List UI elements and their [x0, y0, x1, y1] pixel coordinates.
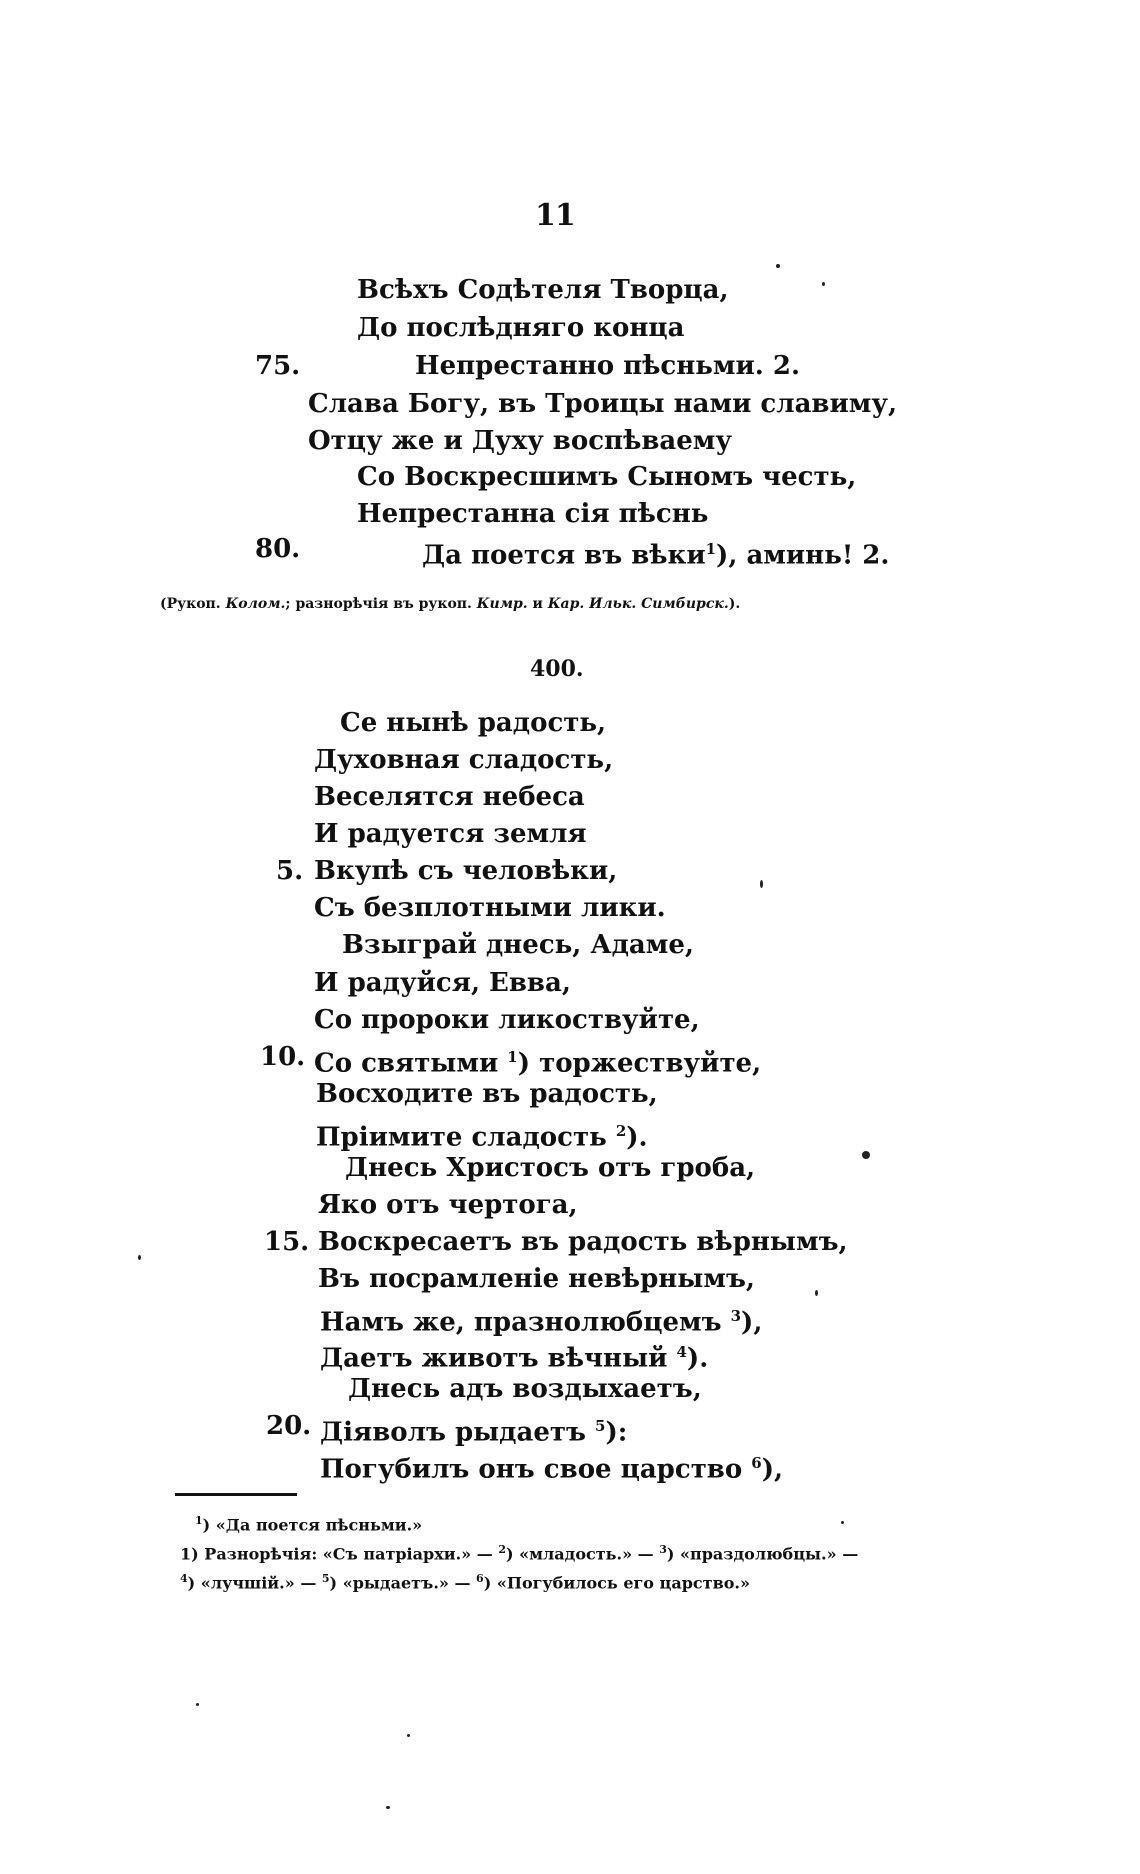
- section-number: 400.: [530, 656, 584, 682]
- verse-text: Да поется въ вѣки: [422, 540, 706, 571]
- line-number: 15.: [264, 1227, 310, 1257]
- verse-line: Отцу же и Духу воспѣваему: [308, 426, 733, 456]
- line-number: 80.: [255, 534, 301, 564]
- verse-tail: ).: [626, 1122, 648, 1153]
- footnote-ref: 3: [730, 1307, 742, 1325]
- footnote-text: ) «младость.» —: [505, 1544, 660, 1564]
- scan-speck: [760, 880, 763, 888]
- source-text: и: [527, 596, 548, 612]
- source-text: Кимр.: [476, 596, 528, 612]
- verse-line: Яко отъ чертога,: [318, 1190, 578, 1220]
- source-text: Кар.: [547, 596, 585, 612]
- scan-speck: [386, 1806, 390, 1809]
- line-number: 5.: [276, 856, 304, 886]
- verse-line: [316, 1116, 648, 1153]
- verse-line: Слава Богу, въ Троицы нами славиму,: [308, 389, 898, 419]
- footnote-ref: 6: [751, 1454, 762, 1472]
- footnote-text: ) «рыдаетъ.» —: [329, 1573, 477, 1593]
- verse-tail: ) торжествуйте,: [517, 1048, 762, 1079]
- scan-speck: [862, 1151, 870, 1159]
- footnote: [180, 1543, 858, 1563]
- verse-line: Непрестанно пѣсньми. 2.: [415, 351, 801, 381]
- footnote-text: ) «праздолюбцы.» —: [666, 1544, 859, 1564]
- verse-text: Погубилъ онъ свое царство: [320, 1454, 743, 1485]
- verse-line: Взыграй днесь, Адаме,: [342, 930, 694, 960]
- footnote-mark: 6: [476, 1572, 484, 1585]
- verse-tail: ):: [605, 1417, 628, 1448]
- verse-text: Діяволъ рыдаетъ: [320, 1417, 586, 1448]
- verse-tail: ),: [741, 1307, 763, 1338]
- line-number: 75.: [255, 351, 301, 381]
- source-text: ; разнорѣчія въ рукоп.: [285, 596, 477, 612]
- scan-speck: [196, 1703, 199, 1706]
- verse-line: [314, 1042, 761, 1079]
- verse-line: Всѣхъ Содѣтеля Творца,: [357, 275, 729, 305]
- verse-line: И радуйся, Евва,: [314, 968, 571, 998]
- source-text: Колом.: [225, 596, 286, 612]
- verse-line: Воскресаетъ въ радость вѣрнымъ,: [318, 1227, 848, 1257]
- verse-line: Восходите въ радость,: [316, 1079, 658, 1109]
- footnote-mark: 1: [195, 1514, 203, 1527]
- scan-speck: [822, 282, 825, 286]
- verse-line: Веселятся небеса: [314, 782, 585, 812]
- line-number: 10.: [260, 1042, 306, 1072]
- verse-line: [320, 1411, 627, 1448]
- source-text: (Рукоп.: [160, 596, 226, 612]
- footnote-mark: 5: [321, 1572, 330, 1585]
- scan-speck: [841, 1521, 844, 1524]
- footnote-mark: 1: [180, 1544, 192, 1564]
- footnote-mark: 4: [180, 1572, 188, 1585]
- footnote-mark: 2: [498, 1543, 506, 1556]
- footnote-text: ) «Да поется пѣсньми.»: [202, 1515, 423, 1535]
- verse-line: Днесь Христосъ отъ гроба,: [345, 1153, 756, 1183]
- verse-line: Вкупѣ съ человѣки,: [314, 856, 618, 886]
- verse-line: Днесь адъ воздыхаетъ,: [348, 1374, 702, 1404]
- scan-speck: [407, 1734, 410, 1737]
- verse-tail: ), аминь! 2.: [716, 540, 890, 571]
- verse-line: [320, 1301, 762, 1338]
- scan-speck: [138, 1255, 141, 1260]
- verse-line: Въ посрамленіе невѣрнымъ,: [318, 1264, 755, 1294]
- line-number: 20.: [266, 1411, 312, 1441]
- verse-line: Съ безплотными лики.: [314, 893, 666, 923]
- verse-line: [320, 1448, 783, 1485]
- verse-text: Со святыми: [314, 1048, 499, 1079]
- footnote-ref: 5: [595, 1417, 606, 1435]
- source-text: ).: [728, 596, 741, 612]
- footnote-separator: [175, 1493, 297, 1496]
- footnote-ref: 1: [507, 1048, 518, 1066]
- footnote-text: ) «Погубилось его царство.»: [483, 1573, 750, 1593]
- verse-line: [422, 534, 889, 571]
- verse-text: Прiимите сладость: [316, 1122, 607, 1153]
- scan-speck: [815, 1290, 818, 1296]
- verse-tail: ),: [761, 1454, 784, 1485]
- footnote-text: ) «лучшій.» —: [187, 1573, 322, 1593]
- footnote: [195, 1514, 422, 1534]
- verse-line: Се нынѣ радость,: [340, 708, 607, 738]
- source-text: Симбирск.: [641, 596, 729, 612]
- footnote-ref: 4: [676, 1343, 687, 1361]
- footnote-ref: 1: [705, 540, 717, 558]
- source-note: [160, 596, 740, 612]
- scan-speck: [776, 264, 780, 268]
- footnote: [180, 1572, 750, 1592]
- footnote-text: ) Разнорѣчія: «Съ патріархи.» —: [191, 1544, 499, 1564]
- verse-line: [320, 1337, 708, 1374]
- footnote-ref: 2: [615, 1122, 627, 1140]
- verse-line: До послѣдняго конца: [357, 313, 685, 343]
- verse-line: Со Воскресшимъ Сыномъ честь,: [357, 462, 857, 492]
- source-text: Ильк.: [589, 596, 637, 612]
- footnote-mark: 3: [659, 1543, 667, 1556]
- verse-line: Непрестанна сія пѣснь: [357, 499, 709, 529]
- verse-tail: ).: [686, 1343, 709, 1374]
- verse-line: Духовная сладость,: [314, 745, 614, 775]
- verse-line: И радуется земля: [314, 819, 587, 849]
- verse-text: Даетъ животъ вѣчный: [320, 1343, 668, 1374]
- verse-line: Со пророки ликоствуйте,: [314, 1005, 700, 1035]
- verse-text: Намъ же, празнолюбцемъ: [320, 1307, 722, 1338]
- page-number: 11: [535, 198, 575, 233]
